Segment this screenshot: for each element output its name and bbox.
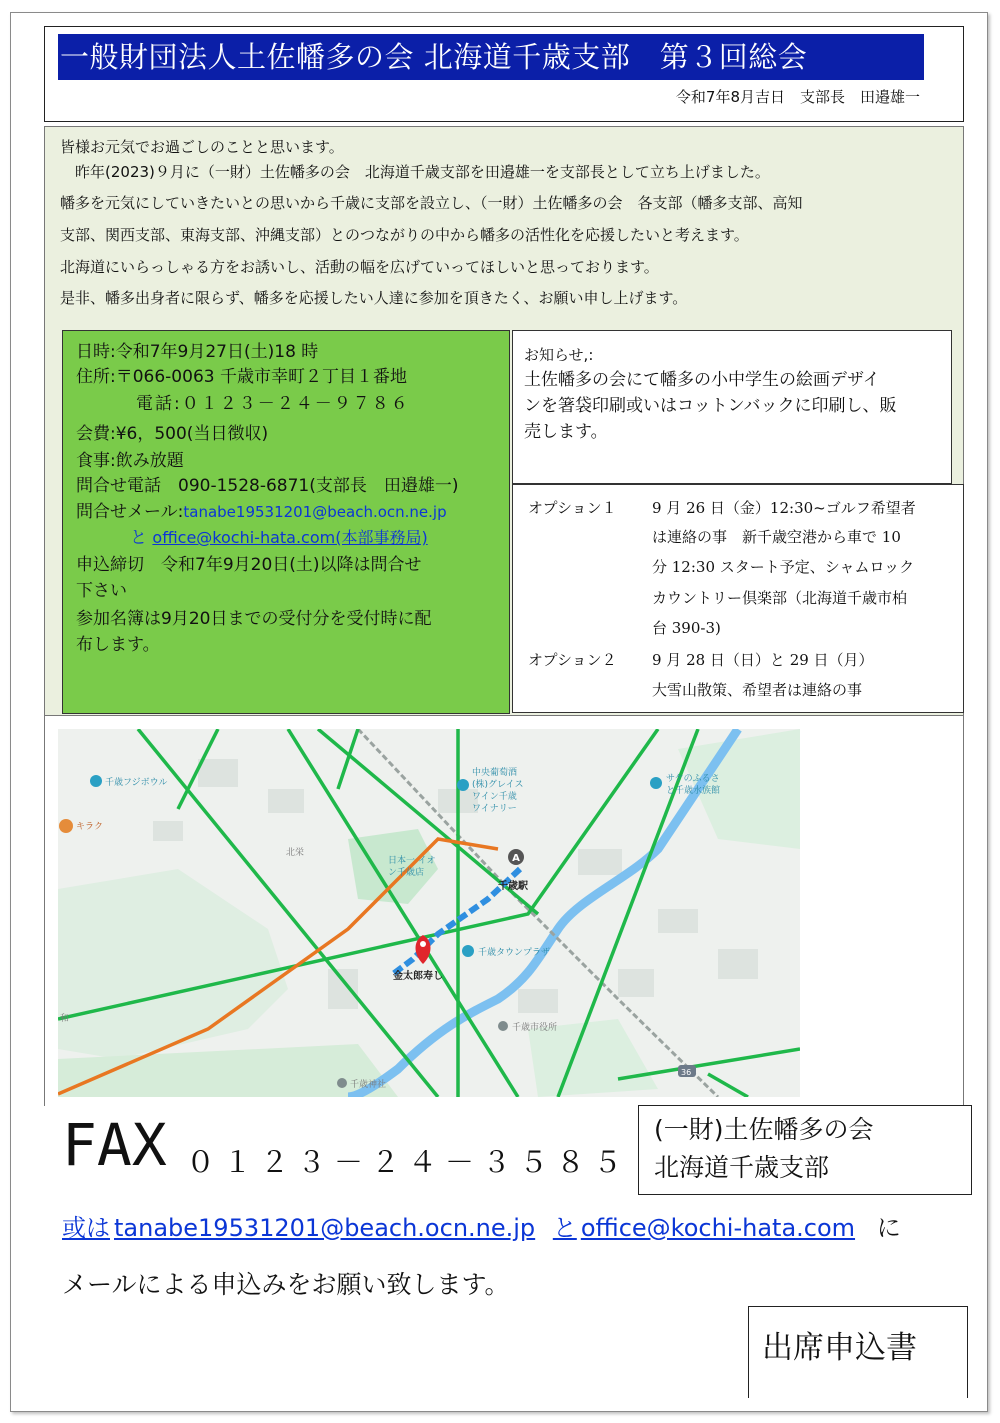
shrine-icon: [337, 1078, 347, 1088]
roster-line: 参加名簿は9月20日までの受付分を受付時に配: [76, 609, 432, 629]
station-label: 千歳駅: [498, 881, 528, 892]
option-2-label: オプション２: [528, 651, 617, 669]
destination-label: 金太郎寿し: [393, 971, 443, 982]
mail-prefix: 或は: [62, 1214, 110, 1242]
mail-link-2[interactable]: office@kochi-hata.com: [580, 1214, 856, 1242]
venue-phone: 電話:０１２３－２４－９７８６: [136, 394, 410, 414]
city-hall-icon: [498, 1021, 508, 1031]
contact-mail-label: 問合せメール:: [76, 502, 184, 522]
map-label: と千歳水族館: [666, 786, 721, 796]
contact-phone: 問合せ電話 090-1528-6871(支部長 田邉雄一): [76, 476, 459, 496]
winery-icon: [457, 779, 469, 791]
aquarium-icon: [650, 777, 662, 789]
notice-line: 土佐幡多の会にて幡多の小中学生の絵画デザイ: [524, 370, 880, 390]
map-label: 千歳神社: [350, 1080, 387, 1090]
intro-line: 是非、幡多出身者に限らず、幡多を応援したい人達に参加を頂きたく、お願い申し上げます。: [60, 289, 688, 307]
destination-pin-dot: [420, 941, 426, 947]
contact-mail-link-2[interactable]: office@kochi-hata.com(本部事務局): [152, 528, 428, 547]
option-1-label: オプション１: [528, 499, 617, 517]
shopping-icon: [462, 945, 474, 957]
option-1-line: 分 12:30 スタート予定、シャムロック: [652, 558, 915, 576]
map-label: 日本一 イオ: [388, 856, 436, 866]
date-and-author: 令和7年8月吉日 支部長 田邉雄一: [675, 88, 920, 106]
map-label: 36: [681, 1068, 692, 1077]
option-1-line: 台 390-3): [652, 619, 721, 637]
notice-line: 売します。: [524, 422, 608, 442]
map-label: キラク: [76, 822, 104, 832]
organization-name: (一財)土佐幡多の会: [654, 1115, 874, 1144]
map-label: 千歳タウンプラザ: [478, 948, 551, 958]
option-1-line: カウントリー倶楽部（北海道千歳市柏: [652, 589, 908, 607]
event-address: 住所:〒066-0063 千歳市幸町２丁目１番地: [76, 367, 407, 387]
event-datetime: 日時:令和7年9月27日(土)18 時: [76, 342, 319, 362]
bowling-icon: [90, 775, 102, 787]
intro-line: 幡多を元気にしていきたいとの思いから千歳に支部を設立し、（一財）土佐幡多の会 各支部（幡多支部、高知: [60, 194, 803, 212]
map-label: (株)グレイス: [472, 780, 524, 790]
map-label: ン千歳店: [388, 868, 425, 878]
notice-heading: お知らせ,:: [524, 346, 594, 364]
organization-branch: 北海道千歳支部: [654, 1153, 830, 1182]
map-label: 中央葡萄酒: [472, 768, 518, 778]
request-line: メールによる申込みをお願い致します。: [62, 1270, 510, 1299]
map-label: 和: [60, 1014, 70, 1024]
map-label: サケのふるさ: [666, 774, 720, 784]
map-label: 千歳市役所: [512, 1023, 558, 1033]
map-label: 北栄: [286, 848, 305, 858]
intro-line: 昨年(2023)９月に（一財）土佐幡多の会 北海道千歳支部を田邉雄一を支部長として立ち上げました。: [60, 163, 770, 181]
intro-line: 北海道にいらっしゃる方をお誘いし、活動の幅を広げていってほしいと思っております。: [60, 258, 659, 276]
map-label: ワイナリー: [472, 804, 517, 814]
notice-line: ンを箸袋印刷或いはコットンバックに印刷し、販: [524, 396, 897, 416]
option-1-line: は連絡の事 新千歳空港から車で 10: [652, 528, 901, 546]
map-label: 千歳フジボウル: [105, 778, 168, 788]
event-meal: 食事:飲み放題: [76, 451, 184, 471]
option-2-line: 9 月 28 日（日）と 29 日（月）: [652, 651, 874, 669]
option-2-line: 大雪山散策、希望者は連絡の事: [652, 681, 863, 699]
mail-and: と: [552, 1214, 577, 1242]
page-title: 一般財団法人土佐幡多の会 北海道千歳支部 第３回総会: [60, 40, 808, 74]
deadline-line: 下さい: [76, 581, 127, 601]
shop-icon: [59, 819, 73, 833]
intro-line: 支部、関西支部、東海支部、沖縄支部）とのつながりの中から幡多の活性化を応援したいと考えます。: [60, 226, 749, 244]
map-label: ワイン千歳: [472, 792, 517, 802]
deadline-line: 申込締切 令和7年9月20日(土)以降は問合せ: [76, 555, 422, 575]
fax-number: ０１２３－２４－３５８５: [186, 1145, 631, 1179]
mail-suffix: に: [876, 1214, 901, 1242]
intro-line: 皆様お元気でお過ごしのことと思います。: [60, 138, 344, 156]
option-1-line: 9 月 26 日（金）12:30~ゴルフ希望者: [652, 499, 916, 517]
contact-mail-and: と: [130, 528, 147, 548]
marker-a-label: A: [512, 853, 520, 864]
event-fee: 会費:¥6，500(当日徴収): [76, 424, 269, 444]
form-title: 出席申込書: [762, 1330, 917, 1366]
fax-label: FAX: [62, 1111, 167, 1179]
mail-link-1[interactable]: tanabe19531201@beach.ocn.ne.jp: [114, 1214, 536, 1242]
route-map[interactable]: [58, 729, 800, 1097]
roster-line: 布します。: [76, 635, 160, 655]
contact-mail-link-1[interactable]: tanabe19531201@beach.ocn.ne.jp: [183, 503, 447, 521]
